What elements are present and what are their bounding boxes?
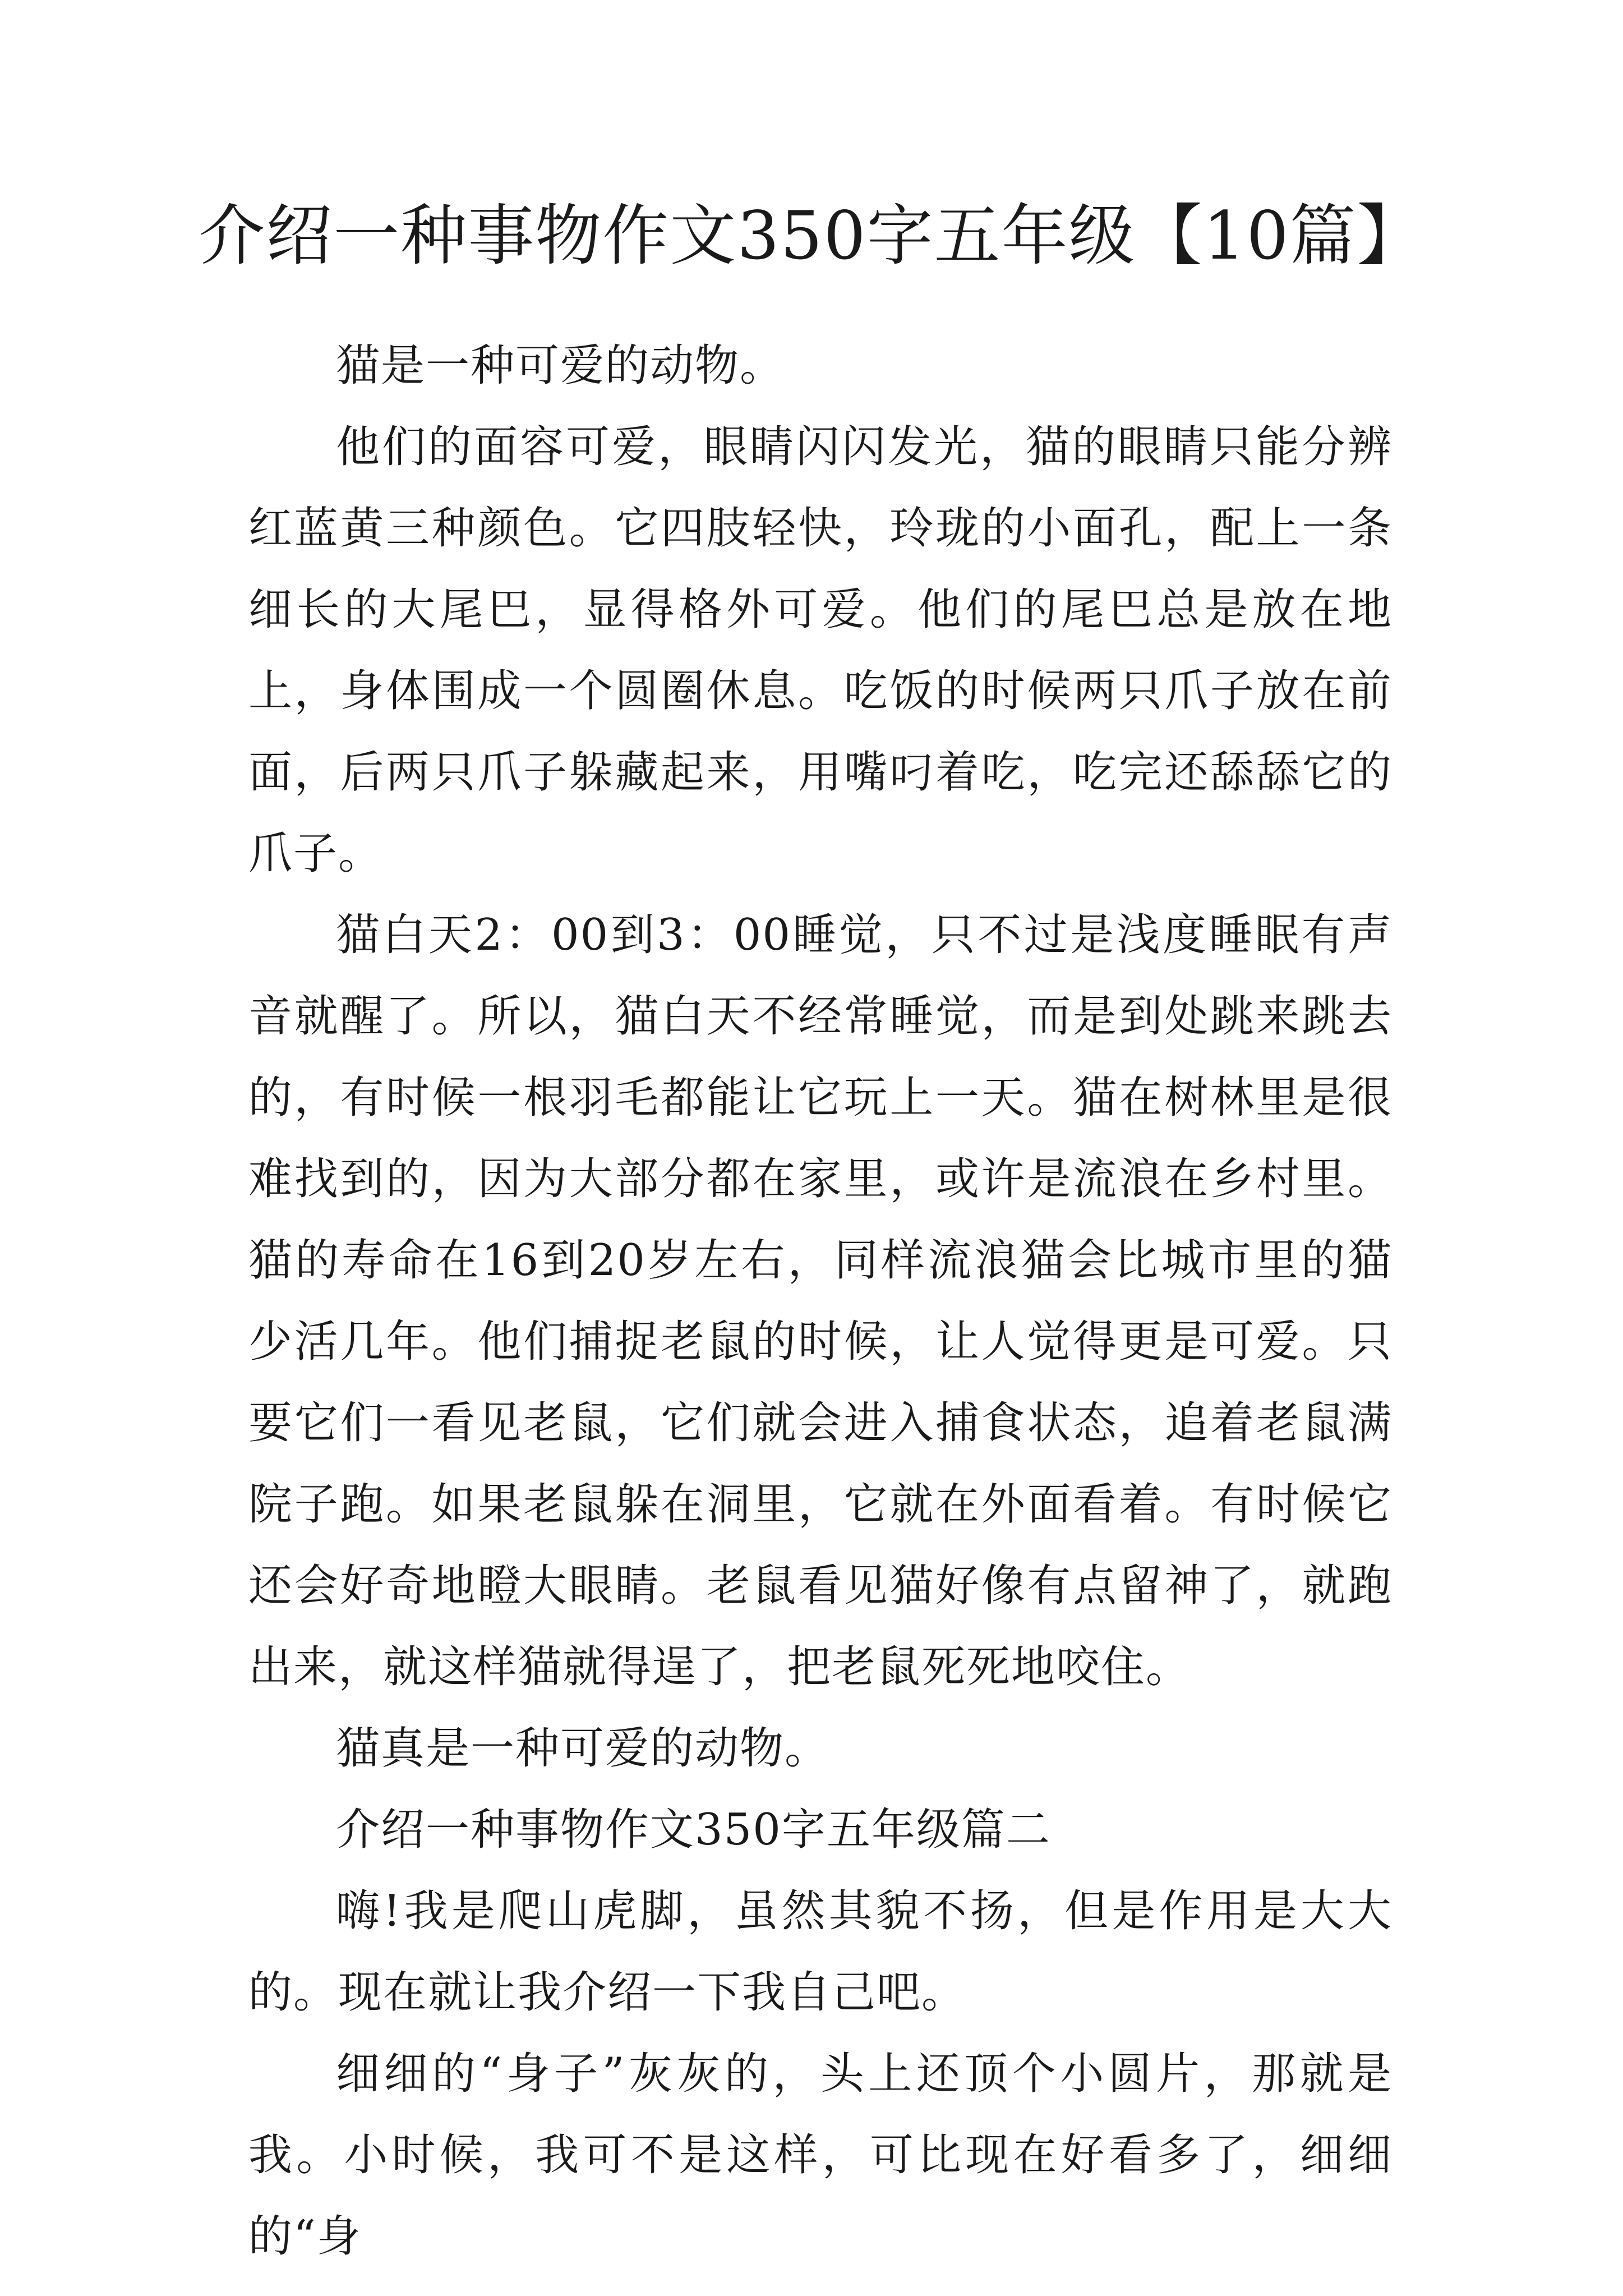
paragraph: 细细的“身子”灰灰的，头上还顶个小圆片，那就是我。小时候，我可不是这样，可比现在好看多了，细细的“身	[248, 2049, 1393, 2262]
document-body	[248, 325, 1393, 2277]
section-heading: 介绍一种事物作文350字五年级篇二	[336, 1805, 1051, 1855]
paragraph: 猫白天2：00到3：00睡觉，只不过是浅度睡眠有声音就醒了。所以，猫白天不经常睡觉，而是到处跳来跳去的，有时候一根羽毛都能让它玩上一天。猫在树林里是很难找到的，因为大部分都在家里，或许是流浪在乡村里。猫的寿命在16到20岁左右，同样流浪猫会比城市里的猫少活几年。他们捕捉老鼠的时候，让人觉得更是可爱。只要它们一看见老鼠，它们就会进入捕食状态，追着老鼠满院子跑。如果老鼠躲在洞里，它就在外面看着。有时候它还会好奇地瞪大眼睛。老鼠看见猫好像有点留神了，就跑出来，就这样猫就得逞了，把老鼠死死地咬住。	[248, 910, 1393, 1692]
paragraph: 嗨!我是爬山虎脚，虽然其貌不扬，但是作用是大大的。现在就让我介绍一下我自己吧。	[248, 1886, 1393, 2018]
document-title: 介绍一种事物作文350字五年级【10篇】	[199, 197, 1424, 274]
paragraph: 猫是一种可爱的动物。	[336, 341, 785, 391]
paragraph: 他们的面容可爱，眼睛闪闪发光，猫的眼睛只能分辨红蓝黄三种颜色。它四肢轻快，玲珑的小面孔，配上一条细长的大尾巴，显得格外可爱。他们的尾巴总是放在地上，身体围成一个圆圈休息。吃饭的时候两只爪子放在前面，后两只爪子躲藏起来，用嘴叼着吃，吃完还舔舔它的爪子。	[248, 422, 1393, 879]
paragraph: 猫真是一种可爱的动物。	[336, 1723, 830, 1774]
